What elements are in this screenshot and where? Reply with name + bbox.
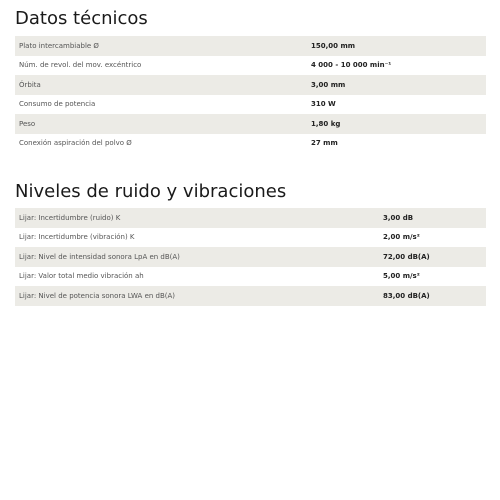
row-label: Lijar: Nivel de intensidad sonora LpA en dB(A) [19, 252, 180, 261]
table-row [15, 286, 486, 306]
technical-data-section [15, 6, 486, 153]
row-label: Lijar: Valor total medio vibración ah [19, 272, 144, 281]
table-row [15, 56, 486, 76]
table-row [15, 75, 486, 95]
row-label: Consumo de potencia [19, 100, 96, 109]
row-label: Órbita [19, 80, 41, 89]
row-value: 3,00 dB [383, 213, 414, 222]
row-value: 4 000 - 10 000 min⁻¹ [311, 61, 392, 70]
table-row [15, 114, 486, 134]
row-value: 1,80 kg [311, 119, 341, 128]
noise-vibration-title: Niveles de ruido y vibraciones [15, 181, 287, 202]
row-value: 3,00 mm [311, 80, 346, 89]
row-label: Plato intercambiable Ø [19, 41, 99, 50]
table-row [15, 228, 486, 248]
row-value: 5,00 m/s² [383, 272, 420, 281]
table-row [15, 208, 486, 228]
row-value: 72,00 dB(A) [383, 252, 430, 261]
row-label: Peso [19, 119, 36, 128]
row-label: Lijar: Nivel de potencia sonora LWA en dB(A) [19, 291, 176, 300]
table-row [15, 247, 486, 267]
row-value: 310 W [311, 100, 336, 109]
row-label: Núm. de revol. del mov. excéntrico [19, 61, 142, 70]
table-row [15, 36, 486, 56]
noise-vibration-table [15, 208, 486, 306]
table-row [15, 134, 486, 154]
technical-data-title: Datos técnicos [15, 8, 148, 29]
row-label: Conexión aspiración del polvo Ø [19, 139, 132, 148]
row-value: 27 mm [311, 139, 338, 148]
row-label: Lijar: Incertidumbre (ruido) K [19, 213, 121, 222]
row-value: 150,00 mm [311, 41, 356, 50]
noise-vibration-section [15, 179, 486, 306]
row-label: Lijar: Incertidumbre (vibración) K [19, 233, 135, 242]
table-row [15, 95, 486, 115]
technical-data-table [15, 36, 486, 153]
row-value: 83,00 dB(A) [383, 291, 430, 300]
table-row [15, 267, 486, 287]
row-value: 2,00 m/s² [383, 233, 420, 242]
